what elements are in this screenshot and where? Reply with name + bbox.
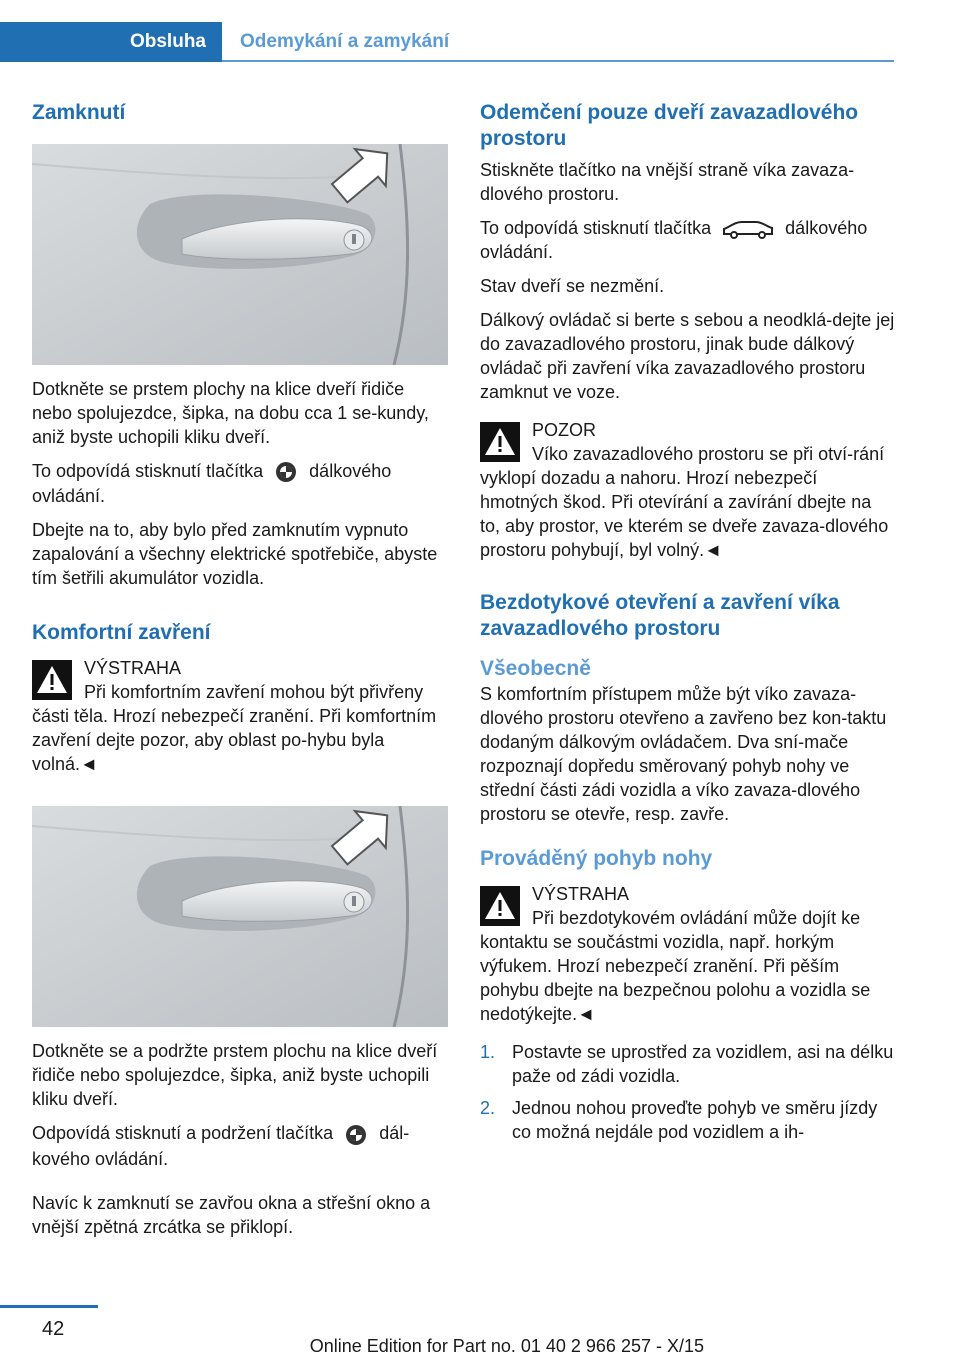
subheading-foot: Prováděný pohyb nohy	[480, 847, 713, 871]
warning-contactless	[480, 882, 896, 1026]
p-lock-1: Dotkněte se prstem plochy na klice dveří řidiče nebo spolujezdce, šipka, na dobu cca 1 se-kundy, aniž byste uchopili kliku dveří.	[32, 379, 429, 447]
warning-triangle-icon	[480, 422, 520, 462]
subheading-general: Všeobecně	[480, 657, 591, 681]
edition-note: Online Edition for Part no. 01 40 2 966 257 - X/15	[309, 1336, 704, 1356]
p-trunk-2: To odpovídá stisknutí tlačítka dálkového ovládání.	[480, 218, 868, 263]
warning-text: Při komfortním zavření mohou být přivřeny části těla. Hrozí nebezpečí zranění. Při komfortním zavření dejte pozor, aby oblast po-hybu byla volná.◄	[32, 682, 437, 775]
warning2-text: Při bezdotykovém ovládání může dojít ke kontaktu se součástmi vozidla, např. horkým výfukem. Hrozí nebezpečí zranění. Při pěším pohybu dbejte na bezpečnou polohu a vozidla se nedotýkejte.◄	[480, 908, 871, 1025]
p-lock-3: Dbejte na to, aby bylo před zamknutím vypnuto zapalování a všechny elektrické spotřebiče, abyste tím šetřili akumulátor vozidla.	[32, 520, 438, 589]
left-column	[32, 100, 448, 1239]
step-number: 2.	[480, 1098, 496, 1119]
warning-triangle-icon	[32, 660, 72, 700]
list-item	[480, 1040, 896, 1088]
door-handle-photo-1	[32, 144, 448, 365]
car-trunk-icon	[722, 218, 774, 240]
p-lock-2: To odpovídá stisknutí tlačítka dálkového ovládání.	[32, 461, 392, 507]
p-trunk-4: Dálkový ovládač si berte s sebou a neodklá-dejte jej do zavazadlového prostoru, jinak bude dálkový ovládač při zavření víka zavazadlového prostoru zamknut ve voze.	[480, 310, 895, 403]
step-text: Jednou nohou proveďte pohyb ve směru jízdy co možná nejdále pod vozidlem a ih-	[512, 1098, 878, 1143]
step-text: Postavte se uprostřed za vozidlem, asi na délku paže od zádi vozidla.	[512, 1042, 894, 1087]
page-number: 42	[42, 1318, 65, 1340]
heading-comfort: Komfortní zavření	[32, 621, 211, 645]
lock-button-icon	[274, 460, 298, 484]
p-trunk-1: Stiskněte tlačítko na vnější straně víka zavaza-dlového prostoru.	[480, 160, 855, 204]
caution-text: Víko zavazadlového prostoru se při otví-rání vyklopí dozadu a nahoru. Hrozí nebezpečí hmotných škod. Při otevírání a zavírání dbejte na to, aby prostor, ve kterém se dveře zavaza-dlového prostoru pohybují, byl volný.◄	[480, 444, 889, 561]
caution-trunk	[480, 418, 896, 562]
page-header	[0, 0, 960, 64]
warning2-title: VÝSTRAHA	[532, 884, 630, 905]
footer-rule	[0, 1305, 98, 1308]
p-comfort-3: Navíc k zamknutí se zavřou okna a střešní okno a vnější zpětná zrcátka se přiklopí.	[32, 1192, 431, 1237]
right-column	[480, 100, 896, 1152]
caution-title: POZOR	[532, 420, 597, 441]
heading-lock: Zamknutí	[32, 101, 126, 124]
lock-button-icon	[344, 1123, 368, 1147]
door-handle-photo-2	[32, 806, 448, 1027]
p-comfort-1: Dotkněte se a podržte prstem plochu na klice dveří řidiče nebo spolujezdce, šipka, aniž byste uchopili kliku dveří.	[32, 1041, 438, 1110]
p-general: S komfortním přístupem může být víko zavaza-dlového prostoru otevřeno a zavřeno bez kon-taktu dodaným dálkovým ovládačem. Dva sní-mače rozpoznají dopředu směrovaný pohyb nohy ve střední části zádi vozidla a víko zavaza-dlového prostoru se otevře, resp. zavře.	[480, 684, 887, 825]
header-rule	[222, 60, 894, 62]
step-number: 1.	[480, 1042, 496, 1063]
p-comfort-2: Odpovídá stisknutí a podržení tlačítka dál-kového ovládání.	[32, 1123, 410, 1169]
p-trunk-3: Stav dveří se nezmění.	[480, 276, 665, 297]
section-tab: Obsluha	[0, 22, 222, 62]
warning-triangle-icon	[480, 886, 520, 926]
warning-comfort	[32, 656, 448, 776]
chapter-tab: Odemykání a zamykání	[240, 31, 450, 52]
heading-trunk: Odemčení pouze dveří zavazadlového prostoru	[480, 101, 859, 150]
heading-contactless: Bezdotykové otevření a zavření víka zavazadlového prostoru	[480, 591, 840, 641]
list-item	[480, 1096, 896, 1144]
steps-list	[480, 1040, 896, 1144]
warning-title: VÝSTRAHA	[84, 658, 182, 679]
